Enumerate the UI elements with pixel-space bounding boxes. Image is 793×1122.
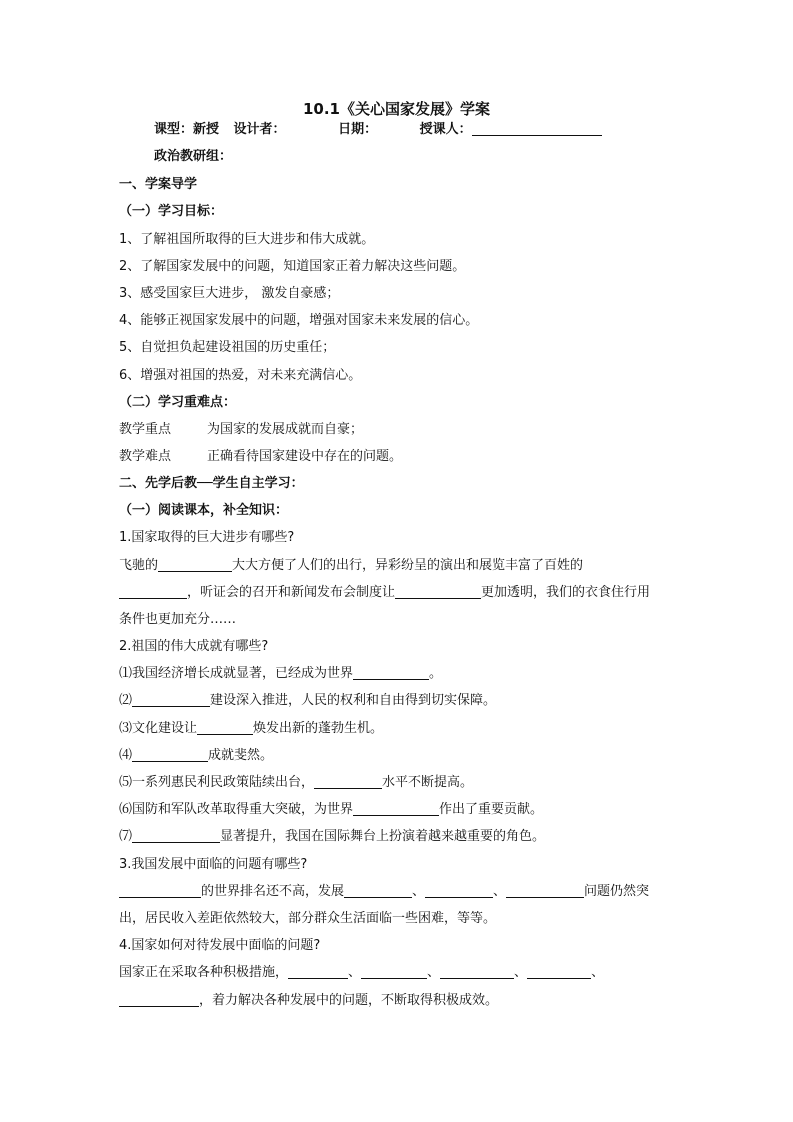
q2-text: ⑷ bbox=[119, 748, 133, 763]
q4-text: ，着力解决各种发展中的问题，不断取得积极成效。 bbox=[199, 993, 499, 1008]
fill-blank[interactable] bbox=[158, 557, 232, 572]
q1-text: 大大方便了人们的出行，异彩纷呈的演出和展览丰富了百姓的 bbox=[232, 558, 584, 573]
q4-line-2 bbox=[119, 992, 498, 1010]
q3-text: 、 bbox=[493, 884, 507, 899]
question-4: 4.国家如何对待发展中面临的问题? bbox=[119, 938, 321, 953]
q1-line-2 bbox=[119, 584, 650, 602]
fill-blank[interactable] bbox=[119, 584, 187, 599]
fill-blank[interactable] bbox=[344, 883, 412, 898]
q2-item-3 bbox=[119, 720, 383, 738]
key-point-text: 为国家的发展成就而自豪； bbox=[207, 422, 364, 437]
q2-item-7 bbox=[119, 828, 545, 846]
goal-item: 6、增强对祖国的热爱，对未来充满信心。 bbox=[119, 368, 362, 383]
q4-text: 、 bbox=[427, 965, 441, 980]
q2-text: ⑹国防和军队改革取得重大突破，为世界 bbox=[119, 802, 354, 817]
difficulty-label: 教学难点 bbox=[119, 449, 172, 464]
fill-blank[interactable] bbox=[395, 584, 481, 599]
q2-item-5 bbox=[119, 774, 473, 792]
page-title: 10.1《关心国家发展》学案 bbox=[302, 100, 490, 118]
fill-blank[interactable] bbox=[119, 883, 201, 898]
fill-blank[interactable] bbox=[132, 747, 208, 762]
fill-blank[interactable] bbox=[197, 720, 253, 735]
goal-item: 2、了解国家发展中的问题，知道国家正着力解决这些问题。 bbox=[119, 259, 466, 274]
q1-text: 更加透明，我们的衣食住行用 bbox=[481, 585, 651, 600]
question-2: 2.祖国的伟大成就有哪些? bbox=[119, 639, 269, 654]
difficulty-row bbox=[119, 448, 402, 466]
q3-text: 问题仍然突 bbox=[584, 884, 650, 899]
difficulty-text: 正确看待国家建设中存在的问题。 bbox=[207, 449, 403, 464]
q2-item-1 bbox=[119, 665, 442, 683]
q3-line-2: 出，居民收入差距依然较大，部分群众生活面临一些困难，等等。 bbox=[119, 911, 497, 926]
q2-text: ⑶文化建设让 bbox=[119, 721, 198, 736]
q3-line-1 bbox=[119, 883, 649, 901]
q2-text: 作出了重要贡献。 bbox=[439, 802, 544, 817]
date-label: 日期： bbox=[338, 122, 378, 137]
q2-item-4 bbox=[119, 747, 273, 765]
fill-blank[interactable] bbox=[527, 964, 591, 979]
q4-text: 、 bbox=[348, 965, 362, 980]
goal-item: 4、能够正视国家发展中的问题，增强对国家未来发展的信心。 bbox=[119, 313, 479, 328]
course-type: 课型：新授 bbox=[154, 122, 220, 137]
q1-line-1 bbox=[119, 557, 583, 575]
q2-text: 。 bbox=[429, 666, 443, 681]
fill-blank[interactable] bbox=[506, 883, 584, 898]
learning-goals-heading: （一）学习目标： bbox=[119, 204, 224, 219]
fill-blank[interactable] bbox=[119, 992, 199, 1007]
fill-blank[interactable] bbox=[132, 828, 220, 843]
teacher-label: 授课人： bbox=[419, 122, 472, 137]
section2-heading: 二、先学后教──学生自主学习： bbox=[119, 476, 304, 491]
goal-item: 3、感受国家巨大进步， 激发自豪感； bbox=[119, 286, 340, 301]
teacher-blank[interactable] bbox=[472, 121, 602, 136]
goal-item: 5、自觉担负起建设祖国的历史重任； bbox=[119, 340, 336, 355]
q2-item-2 bbox=[119, 692, 496, 710]
fill-blank[interactable] bbox=[353, 801, 439, 816]
q2-item-6 bbox=[119, 801, 543, 819]
reading-heading: （一）阅读课本，补全知识： bbox=[119, 503, 289, 518]
q2-text: ⑵ bbox=[119, 693, 133, 708]
key-point-label: 教学重点 bbox=[119, 422, 172, 437]
q4-text: 国家正在采取各种积极措施， bbox=[119, 965, 289, 980]
key-points-heading: （二）学习重难点： bbox=[119, 395, 237, 410]
fill-blank[interactable] bbox=[132, 692, 210, 707]
meta-row bbox=[154, 121, 602, 139]
fill-blank[interactable] bbox=[440, 964, 514, 979]
designer-label: 设计者： bbox=[233, 122, 286, 137]
question-3: 3.我国发展中面临的问题有哪些? bbox=[119, 857, 308, 872]
fill-blank[interactable] bbox=[425, 883, 493, 898]
q4-text: 、 bbox=[591, 965, 605, 980]
question-1: 1.国家取得的巨大进步有哪些? bbox=[119, 530, 295, 545]
q2-text: 水平不断提高。 bbox=[382, 775, 474, 790]
q3-text: 的世界排名还不高，发展 bbox=[201, 884, 345, 899]
q2-text: 成就斐然。 bbox=[208, 748, 274, 763]
q3-text: 、 bbox=[412, 884, 426, 899]
q2-text: ⑺ bbox=[119, 829, 133, 844]
fill-blank[interactable] bbox=[314, 774, 382, 789]
q4-text: 、 bbox=[514, 965, 528, 980]
section1-heading: 一、学案导学 bbox=[119, 177, 198, 192]
q2-text: 焕发出新的蓬勃生机。 bbox=[253, 721, 384, 736]
q2-text: ⑸一系列惠民利民政策陆续出台， bbox=[119, 775, 315, 790]
q2-text: ⑴我国经济增长成就显著，已经成为世界 bbox=[119, 666, 354, 681]
q1-text: ，听证会的召开和新闻发布会制度让 bbox=[187, 585, 396, 600]
fill-blank[interactable] bbox=[361, 964, 427, 979]
key-point-row bbox=[119, 421, 363, 439]
q2-text: 显著提升，我国在国际舞台上扮演着越来越重要的角色。 bbox=[220, 829, 546, 844]
fill-blank[interactable] bbox=[288, 964, 348, 979]
q2-text: 建设深入推进，人民的权利和自由得到切实保障。 bbox=[210, 693, 497, 708]
fill-blank[interactable] bbox=[353, 665, 429, 680]
group-label: 政治教研组： bbox=[154, 149, 233, 164]
q4-line-1 bbox=[119, 964, 604, 982]
q1-line-3: 条件也更加充分…… bbox=[119, 612, 237, 627]
q1-text: 飞驰的 bbox=[119, 558, 159, 573]
goal-item: 1、了解祖国所取得的巨大进步和伟大成就。 bbox=[119, 232, 375, 247]
